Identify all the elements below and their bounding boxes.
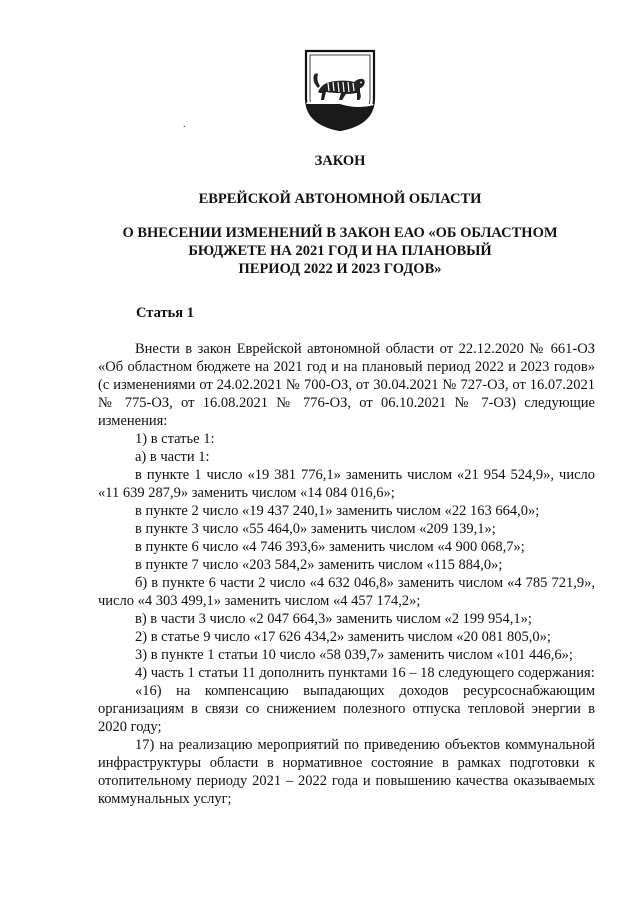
- body-paragraph: в пункте 6 число «4 746 393,6» заменить числом «4 900 068,7»;: [135, 539, 525, 555]
- body-paragraph: в пункте 3 число «55 464,0» заменить числом «209 139,1»;: [135, 521, 496, 537]
- body-paragraph: в пункте 7 число «203 584,2» заменить числом «115 884,0»;: [135, 557, 503, 573]
- law-title-line: ПЕРИОД 2022 И 2023 ГОДОВ»: [238, 261, 442, 277]
- body-paragraph: в) в части 3 число «2 047 664,3» заменить числом «2 199 954,1»;: [135, 611, 532, 627]
- body-paragraph: в пункте 2 число «19 437 240,1» заменить числом «22 163 664,0»;: [135, 503, 540, 519]
- body-paragraph: 2) в статье 9 число «17 626 434,2» заменить числом «20 081 805,0»;: [135, 629, 551, 645]
- body-paragraph: б) в пункте 6 части 2 число «4 632 046,8» заменить числом «4 785 721,9», число «4 303 499,1» заменить числом «4 457 174,2»;: [98, 575, 595, 609]
- body-paragraph: в пункте 1 число «19 381 776,1» заменить числом «21 954 524,9», число «11 639 287,9» заменить числом «14 084 016,6»;: [98, 467, 595, 501]
- body-paragraph: 4) часть 1 статьи 11 дополнить пунктами 16 – 18 следующего содержания:: [135, 665, 595, 681]
- tiger-coat-of-arms-icon: [302, 48, 378, 132]
- body-paragraph: а) в части 1:: [135, 449, 210, 465]
- law-title-line: БЮДЖЕТЕ НА 2021 ГОД И НА ПЛАНОВЫЙ: [188, 243, 492, 259]
- document-body: [98, 340, 595, 808]
- body-paragraph: Внести в закон Еврейской автономной области от 22.12.2020 № 661-ОЗ «Об областном бюджете на 2021 год и на плановый период 2022 и 2023 годов» (с изменениями от 24.02.2021 № 700-ОЗ, от 30.04.2021 № 727-ОЗ, от 16.07.2021 № 775-ОЗ, от 16.08.2021 № 776-ОЗ, от 06.10.2021 № 7-ОЗ) следующие изменения:: [98, 341, 595, 429]
- body-paragraph: 17) на реализацию мероприятий по приведению объектов коммунальной инфраструктуры области в нормативное состояние в рамках подготовки к отопительному периоду 2021 – 2022 года и повышению качества оказываемых коммунальных услуг;: [98, 737, 595, 807]
- article-heading: Статья 1: [136, 305, 194, 321]
- body-paragraph: 1) в статье 1:: [135, 431, 215, 447]
- body-paragraph: «16) на компенсацию выпадающих доходов ресурсоснабжающим организациям в связи со снижением полезного отпуска тепловой энергии в 2020 году;: [98, 683, 595, 735]
- body-paragraph: 3) в пункте 1 статьи 10 число «58 039,7» заменить числом «101 446,6»;: [135, 647, 573, 663]
- law-title-heading: [100, 224, 580, 278]
- law-title-line: О ВНЕСЕНИИ ИЗМЕНЕНИЙ В ЗАКОН ЕАО «ОБ ОБЛАСТНОМ: [122, 225, 558, 241]
- document-type-heading: ЗАКОН: [314, 153, 366, 169]
- stray-dot: .: [183, 119, 186, 130]
- region-heading: ЕВРЕЙСКОЙ АВТОНОМНОЙ ОБЛАСТИ: [198, 191, 482, 207]
